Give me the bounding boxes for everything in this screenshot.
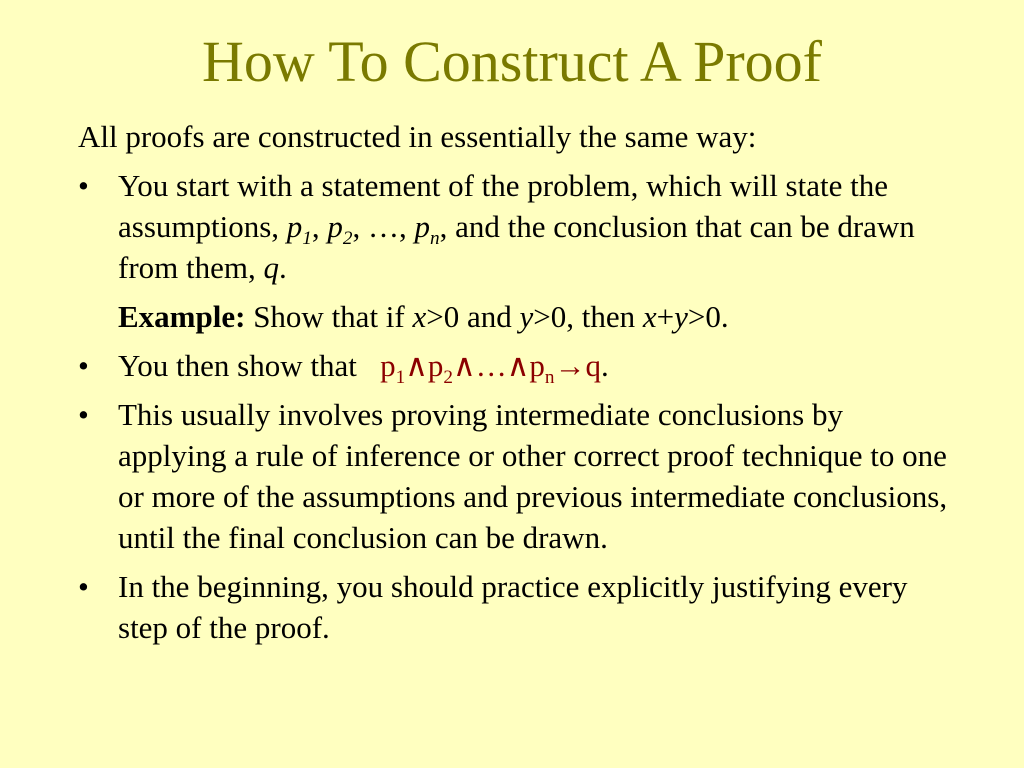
bullet-list <box>78 165 958 648</box>
slide-body <box>78 116 958 648</box>
bullet-text: You then show that $p_1\wedge p_2\wedge\dots\wedge p_n\to q$. <box>118 348 609 389</box>
bullet-practice <box>78 566 958 648</box>
bullet-dot: • <box>78 397 89 432</box>
intro-text: All proofs are constructed in essentially the same way: <box>78 119 757 154</box>
bullet-show-implication <box>78 345 958 389</box>
slide-title: How To Construct A Proof <box>201 29 823 94</box>
bullet-text: This usually involves proving intermediate conclusions by applying a rule of inference or other correct proof technique to one or more of the assumptions and previous intermediate conclusions, until the final conclusion can be drawn. <box>118 397 948 555</box>
bullet-dot: • <box>78 569 89 604</box>
implication-formula: $p_1\wedge p_2\wedge\dots\wedge p_n\to q$ <box>380 348 602 389</box>
bullet-text: You start with a statement of the problem, which will state the assumptions, $p_1$, $p_2$, …, $p_n$, and the conclusion that can be drawn from them, q. <box>118 168 915 285</box>
bullet-dot: • <box>78 168 89 203</box>
example-label: Example: <box>118 299 246 334</box>
bullet-intermediate-conclusions <box>78 394 958 558</box>
bullet-dot: • <box>78 348 89 383</box>
bullet-assumptions <box>78 165 958 288</box>
example-line: Example: Show that if x>0 and y>0, then x+y>0. <box>118 299 729 334</box>
bullet-text: In the beginning, you should practice explicitly justifying every step of the proof. <box>118 569 908 645</box>
